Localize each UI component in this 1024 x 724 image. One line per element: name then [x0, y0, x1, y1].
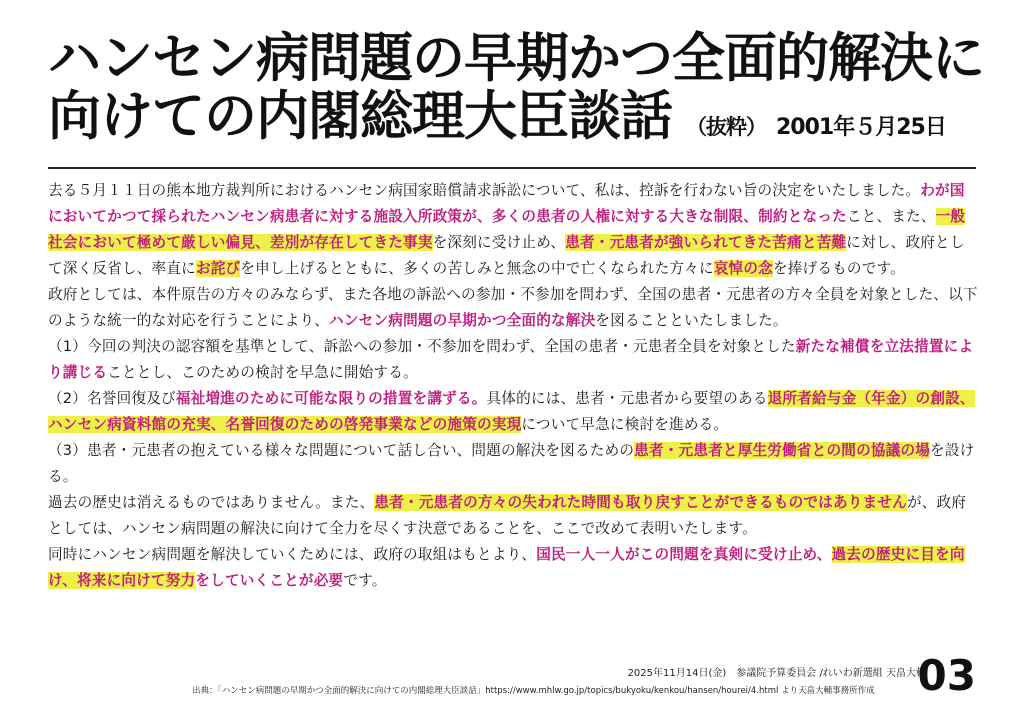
paragraph-2	[48, 282, 978, 334]
p1-text-c: こと、また、	[846, 208, 936, 225]
title-excerpt-note: （抜粋）	[686, 115, 766, 139]
p1-text-g: に対し、政府として深く反省し、率直に	[48, 234, 965, 277]
p7-text-e: です。	[343, 572, 387, 589]
page-title-line2	[48, 88, 978, 157]
p1-highlight-discrimination: 一般社会において極めて厳しい偏見、差別が存在してきた事実	[48, 208, 966, 251]
p1-highlight-condolence: 哀悼の念	[713, 260, 773, 277]
p2-text-c: を図ることといたしました。	[595, 312, 788, 329]
p3-magenta-compensation: 新たな補償を立法措置により講じる	[48, 338, 974, 381]
footer-meta: 2025年11月14日(金) 参議院予算委員会 /れいわ新選組 天畠大輔	[627, 668, 926, 679]
p5-highlight-consultation: 患者・元患者と厚生労働省との間の協議の場	[634, 442, 931, 459]
p5-text-a: （3）患者・元患者の抱えている様々な問題について話し合い、問題の解決を図るための	[48, 442, 635, 459]
paragraph-6	[48, 490, 978, 542]
page-number: 03	[917, 651, 976, 700]
p2-text-a: 政府としては、本件原告の方々のみならず、また各地の訴訟への参加・不参加を問わず、全国の患者・元患者の方々全員を対象とした、以下のような統一的な対応を行うことにより、	[48, 286, 978, 329]
p1-text-e: を深刻に受け止め、	[432, 234, 566, 251]
paragraph-4	[48, 386, 978, 438]
p2-magenta-resolution: ハンセン病問題の早期かつ全面的な解決	[329, 312, 596, 329]
footer-source: 出典：「ハンセン病問題の早期かつ全面的解決に向けての内閣総理大臣談話」https://www.mhlw.go.jp/topics/bukyoku/kenkou/hansen/hourei/4.html より天畠大輔事務所作成	[192, 686, 875, 696]
p4-text-a: （2）名誉回復及び	[48, 390, 176, 407]
p1-highlight-suffering: 患者・元患者が強いられてきた苦痛と苦難	[565, 234, 847, 251]
p3-text-c: こととし、このための検討を早急に開始する。	[107, 364, 418, 381]
p7-magenta-citizens: 国民一人一人がこの問題を真剣に受け止め、	[536, 546, 832, 563]
paragraph-1	[48, 178, 978, 282]
p1-text-a: 去る５月１１日の熊本地方裁判所におけるハンセン病国家賠償請求訴訟について、私は、控訴を行わない旨の決定をいたしました。	[48, 182, 921, 199]
paragraph-7	[48, 542, 978, 594]
p6-text-a: 過去の歴史は消えるものではありません。また、	[48, 494, 375, 511]
p4-highlight-measures: 退所者給与金（年金）の創設、ハンセン病資料館の充実、名誉回復のための啓発事業などの施策の実現	[48, 390, 975, 433]
page-title-main: 向けての内閣総理大臣談話	[48, 86, 672, 147]
p4-text-e: について早急に検討を進める。	[521, 416, 729, 433]
p6-text-c: が、政府としては、ハンセン病問題の解決に向けて全力を尽くす決意であることを、ここで改めて表明いたします。	[48, 494, 967, 537]
p1-highlight-apology: お詫び	[195, 260, 241, 277]
p1-text-i: を申し上げるとともに、多くの苦しみと無念の中で亡くなられた方々に	[240, 260, 714, 277]
p5-text-c: を設ける。	[48, 442, 975, 485]
p1-text-k: を捧げるものです。	[772, 260, 905, 277]
p6-highlight-lost-time: 患者・元患者の方々の失われた時間も取り戻すことができるものではありません	[374, 494, 907, 511]
p1-magenta-policy: わが国においてかつて採られたハンセン病患者に対する施設入所政策が、多くの患者の人権に対する大きな制限、制約となった	[48, 182, 965, 225]
paragraph-3	[48, 334, 978, 386]
p4-text-c: 具体的には、患者・元患者から要望のある	[486, 390, 768, 407]
title-block	[48, 28, 984, 157]
paragraph-5	[48, 438, 978, 490]
p4-magenta-welfare: 福祉増進のために可能な限りの措置を講ずる。	[175, 390, 487, 407]
title-divider	[48, 167, 976, 169]
p7-text-a: 同時にハンセン病問題を解決していくためには、政府の取組はもとより、	[48, 546, 537, 563]
page-title-line1: ハンセン病問題の早期かつ全面的解決に	[48, 28, 984, 89]
p3-text-a: （1）今回の判決の認容額を基準として、訴訟への参加・不参加を問わず、全国の患者・元患者全員を対象とした	[48, 338, 796, 355]
p7-magenta-necessary: をしていくことが必要	[195, 572, 344, 589]
p7-highlight-history: 過去の歴史に目を向け、将来に向けて努力	[48, 546, 965, 589]
title-date: 2001年５月25日	[776, 115, 946, 140]
statement-body	[48, 178, 978, 594]
